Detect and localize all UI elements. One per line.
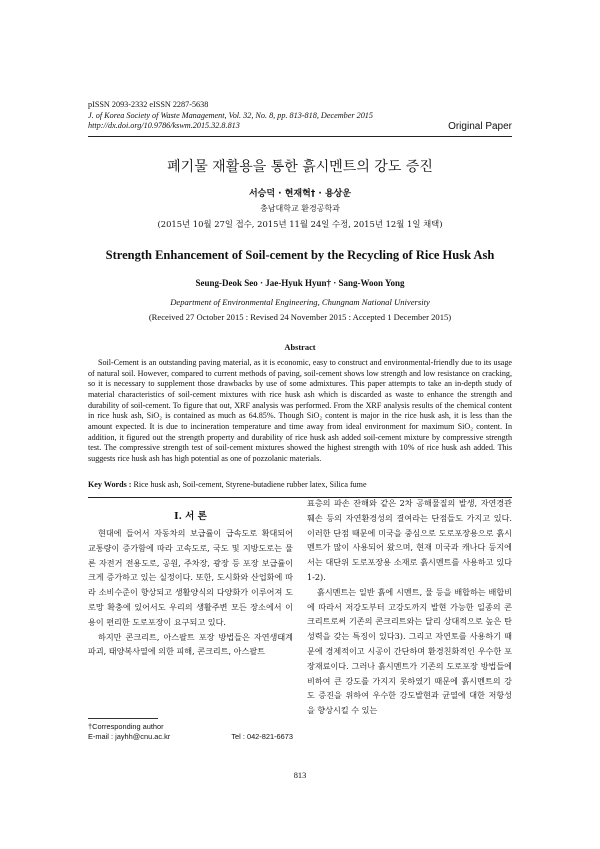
footnote — [88, 722, 293, 742]
right-column — [307, 496, 512, 718]
korean-authors: 서승덕 · 현재혁† · 용상운 — [248, 189, 352, 199]
paragraph: 표층의 파손 잔해와 같은 2차 공해물질의 발생, 자연경관 훼손 등의 자연환경성의 결여라는 단점들도 가지고 있다. 이러한 단점 때문에 미국을 중심으로 도로포장용으로 흙시멘트가 많이 사용되어 왔으며, 현재 미국과 캐나다 등지에서는 대단위 도로포장용 소재로 흙시멘트를 사용하고 있다1-2). — [307, 498, 512, 582]
author-email[interactable]: E-mail : jayhh@cnu.ac.kr — [88, 732, 171, 741]
article-type-label: Original Paper — [448, 121, 512, 132]
korean-title: 폐기물 재활용을 통한 흙시멘트의 강도 증진 — [167, 159, 433, 175]
keywords-list: Rice husk ash, Soil-cement, Styrene-butadiene rubber latex, Silica fume — [133, 480, 367, 489]
left-column — [88, 526, 293, 659]
doi-link[interactable]: http://dx.doi.org/10.9786/kswm.2015.32.8.813 — [88, 121, 240, 131]
korean-affiliation: 충남대학교 환경공학과 — [260, 204, 340, 213]
paragraph: 현대에 들어서 자동차의 보급률이 급속도로 확대되어 교통량이 증가함에 따라 고속도로, 국도 및 지방도로는 물론 자전거 전용도로, 공원, 주차장, 광장 등 포장 보급률이 크게 증가하고 있는 실정이다. 또한, 도시화와 산업화에 따라 소비수준이 향상되고 생활양식의 다양화가 이루어져 도로망 확충에 있어서도 우리의 생활주변 모든 장소에서 이용이 편리한 도로포장이 요구되고 있다. — [88, 528, 293, 627]
journal-citation: J. of Korea Society of Waste Management, Vol. 32, No. 8, pp. 813-818, December 2015 — [88, 110, 373, 120]
english-title: Strength Enhancement of Soil-cement by the Recycling of Rice Husk Ash — [105, 248, 495, 262]
page-number: 813 — [293, 771, 307, 780]
korean-dates: (2015년 10월 27일 접수, 2015년 11월 24일 수정, 2015년 12월 1일 채택) — [157, 219, 443, 229]
english-authors: Seung-Deok Seo · Jae-Hyuk Hyun† · Sang-Woon Yong — [195, 278, 405, 288]
paragraph: 하지만 콘크리트, 아스팔트 포장 방법들은 자연생태계 파괴, 태양복사열에 의한 피해, 콘크리트, 아스팔트 — [88, 631, 293, 657]
author-tel: Tel : 042-821-6673 — [231, 732, 293, 741]
journal-header — [88, 100, 373, 132]
corresponding-author: †Corresponding author — [88, 722, 164, 731]
header-rule — [88, 136, 512, 137]
keywords-label: Key Words : — [88, 480, 132, 489]
footnote-rule — [88, 718, 158, 719]
english-dates: (Received 27 October 2015 : Revised 24 November 2015 : Accepted 1 December 2015) — [148, 312, 452, 322]
section-title: I. 서 론 — [174, 511, 207, 522]
abstract-heading: Abstract — [284, 343, 316, 352]
english-affiliation: Department of Environmental Engineering, Chungnam National University — [170, 297, 430, 307]
issn-line: pISSN 2093-2332 eISSN 2287-5638 — [88, 100, 209, 109]
paragraph: 흙시멘트는 일반 흙에 시멘트, 물 등을 배합하는 배합비에 따라서 저강도부터 고강도까지 발현 가능한 일종의 콘크리트로써 기존의 콘크리트와는 달리 상대적으로 높은 탄성력을 갖는 특징이 있다3). 그리고 자연토를 사용하기 때문에 경제적이고 시공이 간단하며 환경친화적인 우수한 포장재료이다. 그러나 흙시멘트가 기존의 도로포장 방법들에 비하여 큰 강도를 가지지 못하였기 때문에 흙시멘트의 강도 증진을 위하여 우수한 강도발현과 균열에 대한 저항성을 향상시킬 수 있는 — [307, 586, 512, 716]
keywords — [88, 480, 512, 489]
abstract-text: Soil-Cement is an outstanding paving material, as it is economic, easy to construct and environmental-friendly due to its usage of natural soil. However, compared to current methods of paving, soil-cement shows low strength and low resistance on cracking, so it is necessary to supplement those drawbacks by use of some admixtures. This paper attempts to take an in-depth study of material characteristics of soil-cement mixtures with rice husk ash which is discarded as waste to enhance the strength and durability of soil-cement. To figure that out, XRF analysis was performed. From the XRF analysis results of the chemical content in rice husk ash, SiO₂ is contained as much as 64.85%. Though SiO₂ content is major in the rice husk ash, it is less than the amount expected. It is due to incineration temperature and time away from ideal environment for maximum SiO₂ content. In addition, it figured out the strength property and durability of rice husk ash added soil-cement mixture by compressive strength test. The compressive strength test of soil-cement mixtures showed the highest strength with 10% of rice husk ash added. This suggests rice husk ash has high potential as one of pozzolanic materials. — [88, 358, 512, 463]
